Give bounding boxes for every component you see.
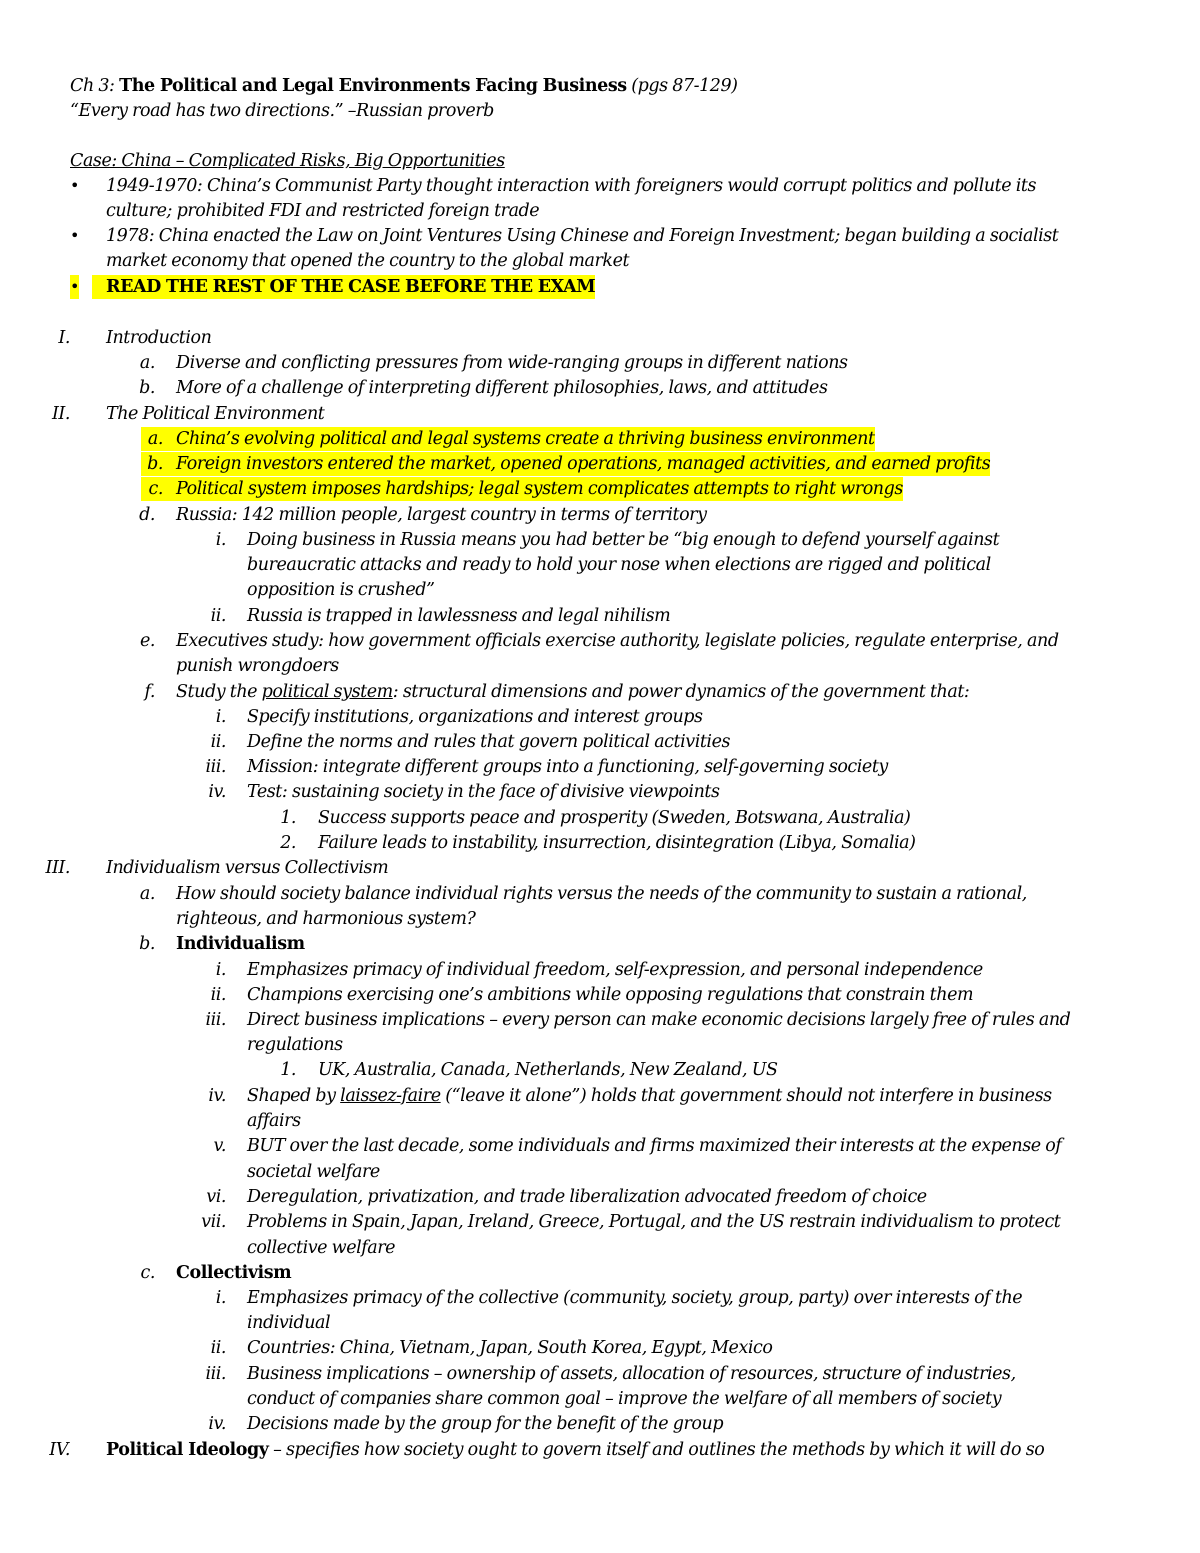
section-description: – specifies how society ought to govern itself and outlines the methods by which it will do so bbox=[268, 1440, 1045, 1460]
bullet-icon: • bbox=[70, 176, 79, 195]
case-bullet-text: culture; prohibited FDI and restricted foreign trade bbox=[106, 201, 540, 221]
case-bullet-text: 1949-1970: China’s Communist Party thought interaction with foreigners would corrupt politics and pollute its bbox=[106, 176, 1037, 196]
chapter-pages: (pgs 87-129) bbox=[631, 76, 738, 96]
section-title: Political Ideology bbox=[106, 1440, 269, 1460]
document-page: Ch 3: The Political and Legal Environments Facing Business (pgs 87-129) “Every road has two directions.” –Russian proverb Case: China – Complicated Risks, Big Opportunities • 1949-1970: China’s Communist Party thought interaction with foreigners would corrupt politics and pollute its culture; prohibited FDI and restricted foreign trade • 1978: China enacted the Law on Joint Ventures Using Chinese and Foreign Investment; began building a socialist market economy that opened the country to the global market • READ THE REST OF THE CASE BEFORE THE EXAM I. Introduction a. Diverse and conflicting pressures from wide-ranging groups in different nations b. More of a challenge of interpreting different philosophies, laws, and attitudes II. The Political Environment a. China’s evolving political and legal systems create a thriving business environment b. Foreign investors entered the market, opened operations, managed activities, and earned profits c. Political system imposes hardships; legal system complicates attempts to right wrongs d. Russia: 142 million people, largest country in terms of territory i. Doing business in Russia means you had better be “big enough to defend yourself against bureaucratic attacks and ready to hold your nose when elections are rigged and political opposition is crushed” ii. Russia is trapped in lawlessness and legal nihilism e. Executives study: how government officials exercise authority, legislate policies, regulate enterprise, and punish wrongdoers f. Study the political system: structural dimensions and power dynamics of the government that: i. Specify institutions, organizations and interest groups ii. Define the norms and rules that govern political activities iii. Mission: integrate different groups into a functioning, self-governing society iv. Test: sustaining society in the face of divisive viewpoints 1. Success supports peace and prosperity (Sweden, Botswana, Australia) 2. Failure leads to instability, insurrection, disintegration (Libya, Somalia) III. Individualism versus Collectivism a. How should society balance individual rights versus the needs of the community to sustain a rational, righteous, and harmonious system? b. Individualism i. Emphasizes primacy of individual freedom, self-expression, and personal independence ii. Champions exercising one’s ambitions while opposing regulations that constrain them iii. Direct business implications – every person can make economic decisions largely free of rules and regulations 1. UK, Australia, Canada, Netherlands, New Zealand, US iv. Shaped by laissez-faire (“leave it alone”) holds that government should not interfere in business affairs v. BUT over the last decade, some individuals and firms maximized their interests at the expense of societal welfare vi. Deregulation, privatization, and trade liberalization advocated freedom of choice vii. Problems in Spain, Japan, Ireland, Greece, Portugal, and the US restrain individualism to protect collective welfare c. Collectivism i. Emphasizes primacy of the collective (community, society, group, party) over interests of the individual ii. Countries: China, Vietnam, Japan, South Korea, Egypt, Mexico iii. Business implications – ownership of assets, allocation of resources, structure of industries, conduct of companies share common goal – improve the welfare of all members of society iv. Decisions made by the group for the benefit of the group IV. Political Ideology – specifies how society ought to govern itself and outlines the methods by which it will do so bbox=[0, 0, 1200, 1553]
case-bullet-text: 1978: China enacted the Law on Joint Ventures Using Chinese and Foreign Investment; began building a socialist bbox=[106, 226, 1059, 246]
roman-numeral: III. bbox=[45, 858, 70, 878]
key-term: political system bbox=[261, 682, 393, 702]
roman-numeral: I. bbox=[58, 328, 70, 348]
case-bullet-text: market economy that opened the country to the global market bbox=[106, 251, 630, 271]
section-title: The Political Environment bbox=[106, 404, 325, 424]
bullet-icon: • bbox=[70, 275, 79, 299]
section-title: Individualism versus Collectivism bbox=[106, 858, 389, 878]
roman-numeral: II. bbox=[51, 404, 70, 424]
subheading: Collectivism bbox=[176, 1263, 292, 1283]
chapter-prefix: Ch 3: bbox=[70, 76, 115, 96]
case-title: Case: China – Complicated Risks, Big Opportunities bbox=[70, 151, 505, 171]
section-title: Introduction bbox=[106, 328, 212, 348]
chapter-title: The Political and Legal Environments Facing Business bbox=[119, 76, 627, 96]
epigraph-quote: “Every road has two directions.” –Russian proverb bbox=[70, 101, 494, 121]
bullet-icon: • bbox=[70, 226, 79, 245]
subheading: Individualism bbox=[176, 934, 305, 954]
case-exam-reminder: READ THE REST OF THE CASE BEFORE THE EXAM bbox=[92, 275, 595, 299]
roman-numeral: IV. bbox=[49, 1440, 70, 1460]
key-term: laissez-faire bbox=[340, 1086, 441, 1106]
